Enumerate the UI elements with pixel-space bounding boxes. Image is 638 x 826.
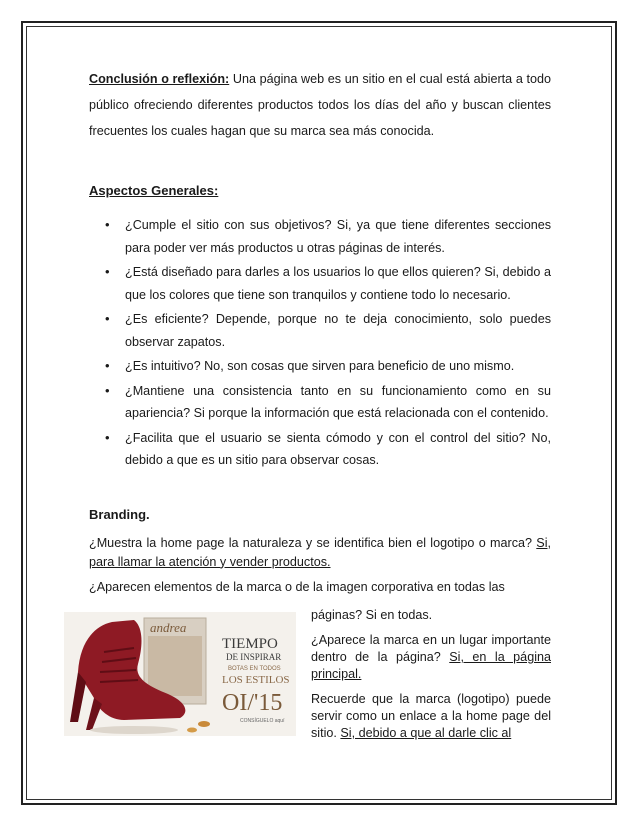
banner-title-3: BOTAS EN TODOS <box>228 666 281 672</box>
list-item: • ¿Es eficiente? Depende, porque no te deja conocimiento, solo puedes observar zapatos. <box>125 308 551 353</box>
conclusion-text: Una página web es un sitio en el cual está abierta a todo público ofreciendo diferentes productos todos los días del año y buscan clientes frecuentes los cuales hagan que su marca sea más conocida. <box>89 72 551 138</box>
aspectos-list <box>89 214 551 472</box>
list-item: • ¿Está diseñado para darles a los usuarios lo que ellos quieren? Si, debido a que los colores que tiene son tranquilos y contiene todo lo necesario. <box>125 261 551 306</box>
document-body <box>89 66 551 597</box>
banner-title-1: TIEMPO <box>222 636 278 652</box>
conclusion-paragraph <box>89 66 551 144</box>
magazine-brand: andrea <box>150 620 187 635</box>
branding-heading: Branding. <box>89 506 150 522</box>
product-banner-image <box>64 612 296 736</box>
branding-q4 <box>311 691 551 742</box>
banner-season: OI/'15 <box>222 690 283 716</box>
list-item: • ¿Es intuitivo? No, son cosas que sirven para beneficio de uno mismo. <box>125 355 551 378</box>
branding-a3: Si, en la página principal. <box>311 650 551 681</box>
branding-q2-cont: páginas? Si en todas. <box>311 608 433 622</box>
branding-q1 <box>89 534 551 572</box>
branding-right-column <box>311 607 551 742</box>
branding-q4-text: Recuerde que la marca (logotipo) puede servir como un enlace a la home page del sitio. <box>311 692 551 740</box>
branding-q2: ¿Aparecen elementos de la marca o de la imagen corporativa en todas las <box>89 579 505 594</box>
branding-q1-text: ¿Muestra la home page la naturaleza y se identifica bien el logotipo o marca? <box>89 535 537 550</box>
branding-q3-text: ¿Aparece la marca en un lugar importante dentro de la página? <box>311 633 551 664</box>
conclusion-label: Conclusión o reflexión: <box>89 72 230 86</box>
aspectos-heading-text: Aspectos Generales: <box>89 183 219 198</box>
branding-a4: Si, debido a que al darle clic al <box>340 726 512 740</box>
branding-q3 <box>311 632 551 683</box>
shoe-banner-graphic <box>64 612 296 736</box>
aspectos-heading <box>89 178 551 204</box>
list-item: • ¿Cumple el sitio con sus objetivos? Si, ya que tiene diferentes secciones para poder ver más productos u otras páginas de interés. <box>125 214 551 259</box>
banner-title-2: DE INSPIRAR <box>226 652 282 662</box>
branding-a1: Si, para llamar la atención y vender productos. <box>89 535 551 569</box>
banner-small-text: CONSÍGUELO aquí <box>240 718 285 724</box>
list-item: • ¿Facilita que el usuario se sienta cómodo y con el control del sitio? No, debido a que es un sitio para observar cosas. <box>125 427 551 472</box>
banner-title-4: LOS ESTILOS <box>222 674 290 686</box>
list-item: • ¿Mantiene una consistencia tanto en su funcionamiento como en su apariencia? Si porque la información que está relacionada con el contenido. <box>125 380 551 425</box>
